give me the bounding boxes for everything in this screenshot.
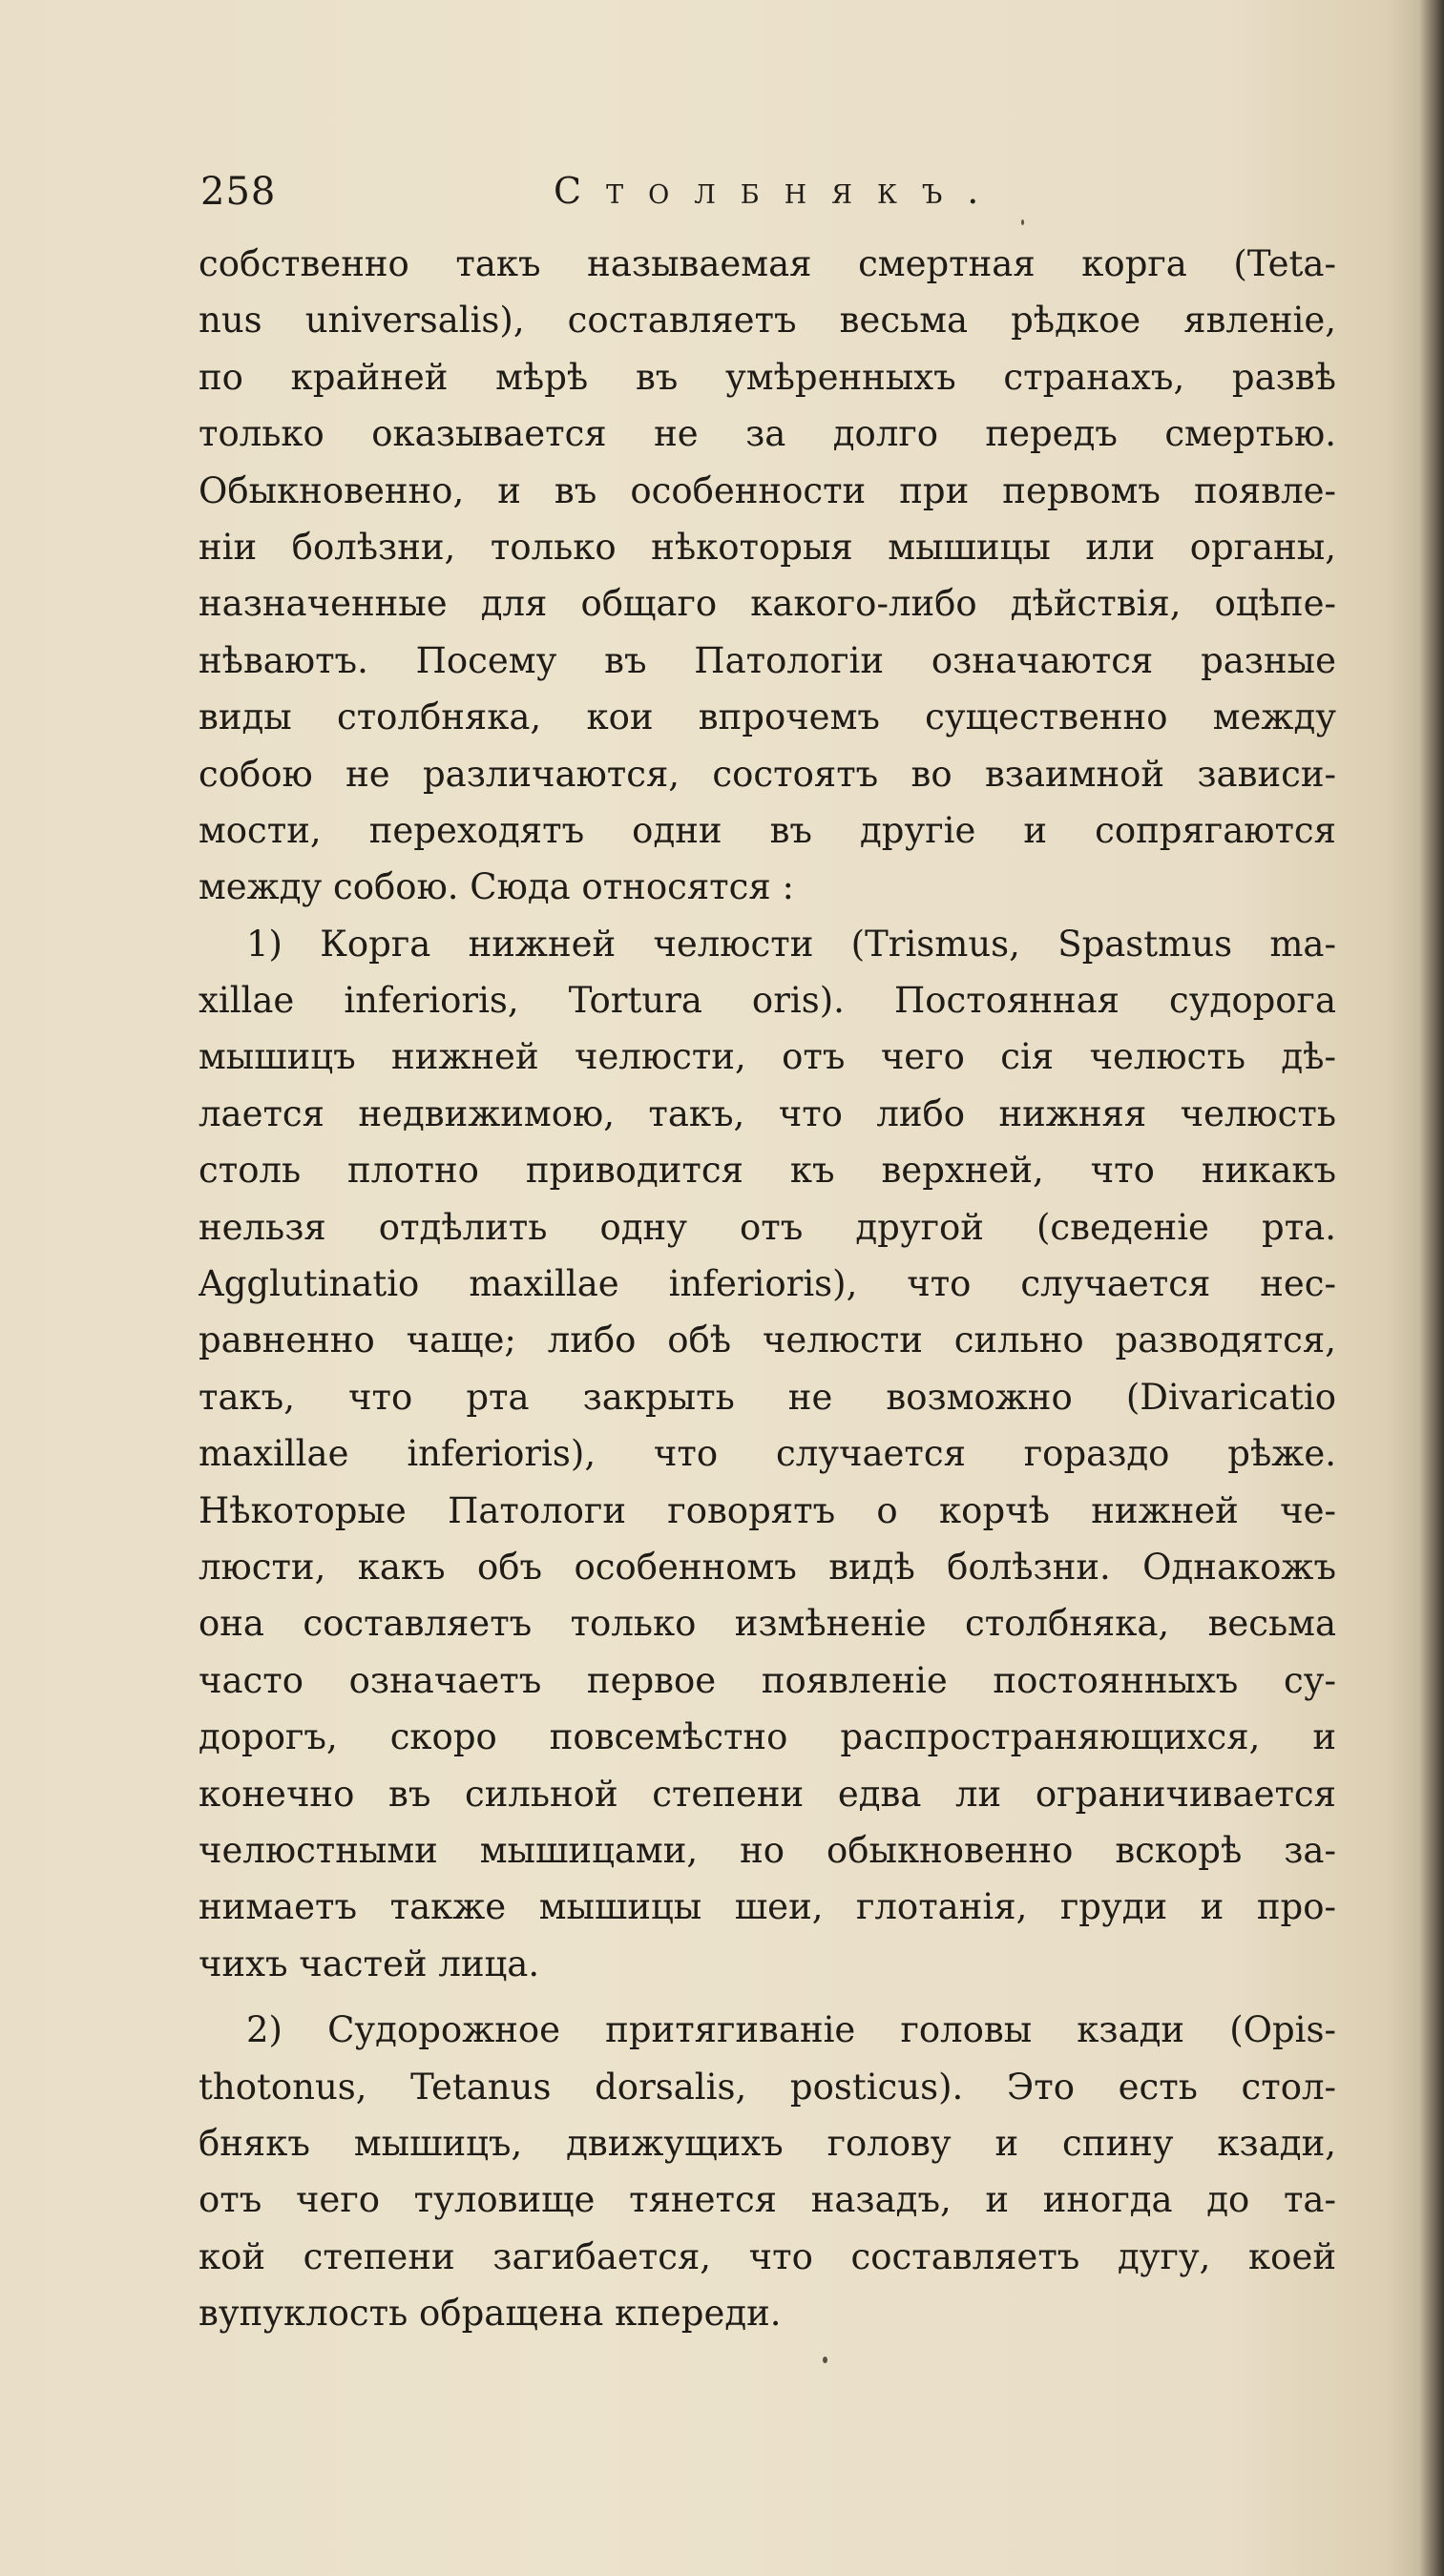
text-line: нѣваютъ. Посему въ Патологіи означаются разные bbox=[199, 639, 1336, 681]
page-edge-shadow bbox=[1419, 0, 1444, 2576]
text-line: нимаетъ также мышицы шеи, глотанія, груди и про- bbox=[199, 1886, 1336, 1928]
text-line: отъ чего туловище тянется назадъ, и иногда до та- bbox=[199, 2179, 1336, 2221]
text-line: люсти, какъ объ особенномъ видѣ болѣзни. Однакожъ bbox=[199, 1546, 1336, 1588]
text-line: кой степени загибается, что составляетъ дугу, коей bbox=[199, 2235, 1336, 2277]
text-line: лается недвижимою, такъ, что либо нижняя челюсть bbox=[199, 1092, 1336, 1134]
text-line: виды столбняка, кои впрочемъ существенно между bbox=[199, 696, 1336, 738]
text-line: Нѣкоторые Патологи говорятъ о корчѣ нижней че- bbox=[199, 1489, 1336, 1531]
text-line: мышицъ нижней челюсти, отъ чего сія челюсть дѣ- bbox=[199, 1036, 1336, 1078]
page-header bbox=[200, 170, 1336, 223]
text-line: нельзя отдѣлить одну отъ другой (сведеніе рта. bbox=[199, 1206, 1336, 1248]
text-line: по крайней мѣрѣ въ умѣренныхъ странахъ, развѣ bbox=[199, 356, 1336, 398]
text-line: чихъ частей лица. bbox=[199, 1942, 540, 1984]
text-line: конечно въ сильной степени едва ли ограничивается bbox=[199, 1773, 1336, 1815]
text-line: дорогъ, скоро повсемѣстно распространяющихся, и bbox=[199, 1716, 1336, 1758]
text-line: ніи болѣзни, только нѣкоторыя мышицы или органы, bbox=[199, 526, 1336, 568]
ink-speck bbox=[1021, 219, 1024, 225]
text-line: мости, переходятъ одни въ другіе и сопрягаются bbox=[199, 809, 1336, 851]
text-line: челюстными мышицами, но обыкновенно вскорѣ за- bbox=[199, 1829, 1336, 1871]
text-line: между собою. Сюда относятся : bbox=[199, 866, 794, 908]
text-line: равненно чаще; либо обѣ челюсти сильно разводятся, bbox=[199, 1319, 1336, 1361]
text-line: она составляетъ только измѣненіе столбняка, весьма bbox=[199, 1603, 1336, 1645]
text-line: 1) Корга нижней челюсти (Trismus, Spastmus ma- bbox=[246, 923, 1336, 965]
text-line: вупуклость обращена кпереди. bbox=[199, 2293, 782, 2335]
running-head: Столбнякъ. bbox=[554, 170, 1004, 212]
text-line: такъ, что рта закрыть не возможно (Divaricatio bbox=[199, 1376, 1336, 1418]
text-line: собственно такъ называемая смертная корга (Teta- bbox=[199, 243, 1336, 284]
text-line: 2) Судорожное притягиваніе головы кзади (Opis- bbox=[246, 2009, 1336, 2051]
body-text bbox=[199, 236, 1336, 2341]
text-line: Обыкновенно, и въ особенности при первомъ появле- bbox=[199, 469, 1336, 511]
text-line: xillae inferioris, Tortura oris). Постоянная судорога bbox=[199, 980, 1336, 1022]
text-line: собою не различаются, состоятъ во взаимной зависи- bbox=[199, 753, 1336, 795]
page-number: 258 bbox=[200, 170, 277, 214]
text-line: Agglutinatio maxillae inferioris), что случается нес- bbox=[199, 1263, 1336, 1305]
text-line: maxillae inferioris), что случается гораздо рѣже. bbox=[199, 1433, 1336, 1475]
ink-speck bbox=[823, 2357, 827, 2363]
text-line: назначенные для общаго какого-либо дѣйствія, оцѣпе- bbox=[199, 583, 1336, 625]
text-line: столь плотно приводится къ верхней, что никакъ bbox=[199, 1150, 1336, 1192]
text-line: только оказывается не за долго передъ смертью. bbox=[199, 413, 1336, 455]
text-line: часто означаетъ первое появленіе постоянныхъ су- bbox=[199, 1659, 1336, 1701]
text-line: nus universalis), составляетъ весьма рѣдкое явленіе, bbox=[199, 300, 1336, 342]
text-line: бнякъ мышицъ, движущихъ голову и спину кзади, bbox=[199, 2122, 1336, 2164]
text-line: thotonus, Tetanus dorsalis, posticus). Это есть стол- bbox=[199, 2066, 1336, 2108]
